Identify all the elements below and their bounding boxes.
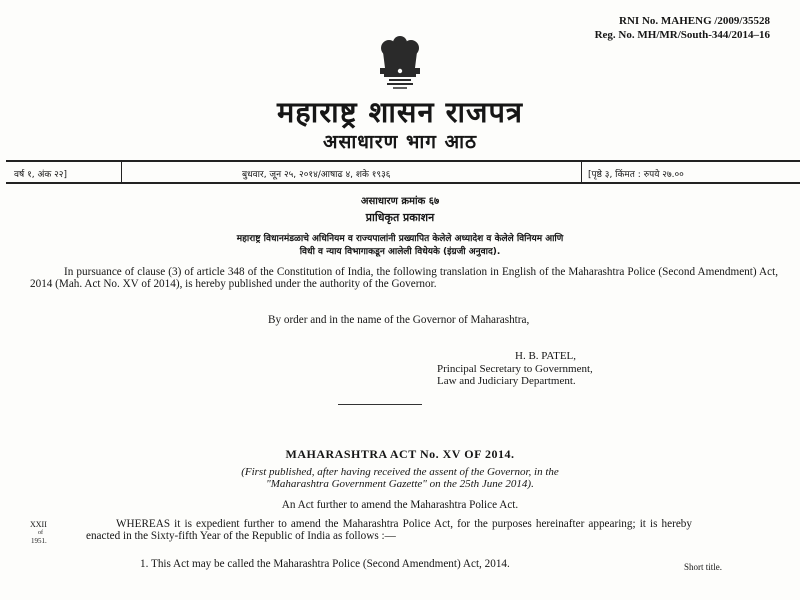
margin-reference: XXII: [30, 520, 47, 529]
rni-number: RNI No. MAHENG /2009/35528: [619, 15, 770, 27]
extraordinary-number: असाधारण क्रमांक ६७: [360, 196, 440, 207]
masthead-bar: [6, 160, 800, 184]
preamble-paragraph: WHEREAS it is expedient further to amend the Maharashtra Police Act, for the purposes hereinafter appearing; it is hereby enacted in the Sixty-fifth Year of the Republic of India as follows :—: [86, 518, 692, 543]
margin-reference: of: [38, 530, 43, 536]
masthead-divider: [581, 162, 582, 182]
signatory-department: Law and Judiciary Department.: [437, 375, 576, 387]
national-emblem: [363, 34, 437, 94]
authorised-publication: प्राधिकृत प्रकाशन: [365, 211, 435, 224]
volume-issue: वर्ष १, अंक २२]: [14, 170, 67, 180]
signatory-designation: Principal Secretary to Government,: [437, 363, 593, 375]
act-description: An Act further to amend the Maharashtra Police Act.: [281, 499, 519, 511]
gazette-subtitle: असाधारण भाग आठ: [322, 131, 478, 153]
signatory-name: H. B. PATEL,: [515, 350, 577, 362]
pages-price: [पृष्ठे ३, किंमत : रुपये २७.००: [588, 170, 684, 180]
lion-capital-icon: [363, 34, 437, 94]
margin-reference: 1951.: [31, 537, 47, 545]
section-1-text: 1. This Act may be called the Maharashtra Police (Second Amendment) Act, 2014.: [140, 558, 510, 570]
masthead-divider: [121, 162, 122, 182]
issue-date: बुधवार, जून २५, २०१४/आषाढ ४, शके १९३६: [242, 170, 391, 180]
publication-note-line: "Maharashtra Government Gazette" on the 25th June 2014).: [266, 478, 534, 490]
notice-intro-line: विधी व न्याय विभागाकडून आलेली विधेयके (इंग्रजी अनुवाद).: [299, 247, 501, 257]
gazette-title: महाराष्ट्र शासन राजपत्र: [276, 95, 524, 129]
notice-intro-line: महाराष्ट्र विधानमंडळाचे अधिनियम व राज्यपालांनी प्रख्यापित केलेले अध्यादेश व केलेले विनियम आणि: [236, 234, 564, 244]
divider-rule: [338, 404, 422, 405]
act-title: MAHARASHTRA ACT No. XV OF 2014.: [285, 447, 515, 461]
publication-note: [0, 466, 800, 490]
translation-paragraph: In pursuance of clause (3) of article 348 of the Constitution of India, the following translation in English of the Maharashtra Police (Second Amendment) Act, 2014 (Mah. Act No. XV of 2014), is hereby published under the authority of the Governor.: [30, 266, 778, 291]
order-line: By order and in the name of the Governor of Maharashtra,: [268, 314, 530, 326]
publication-note-line: (First published, after having received the assent of the Governor, in the: [241, 466, 559, 478]
registration-number: Reg. No. MH/MR/South-344/2014–16: [594, 29, 770, 41]
section-margin-note: Short title.: [684, 562, 722, 572]
